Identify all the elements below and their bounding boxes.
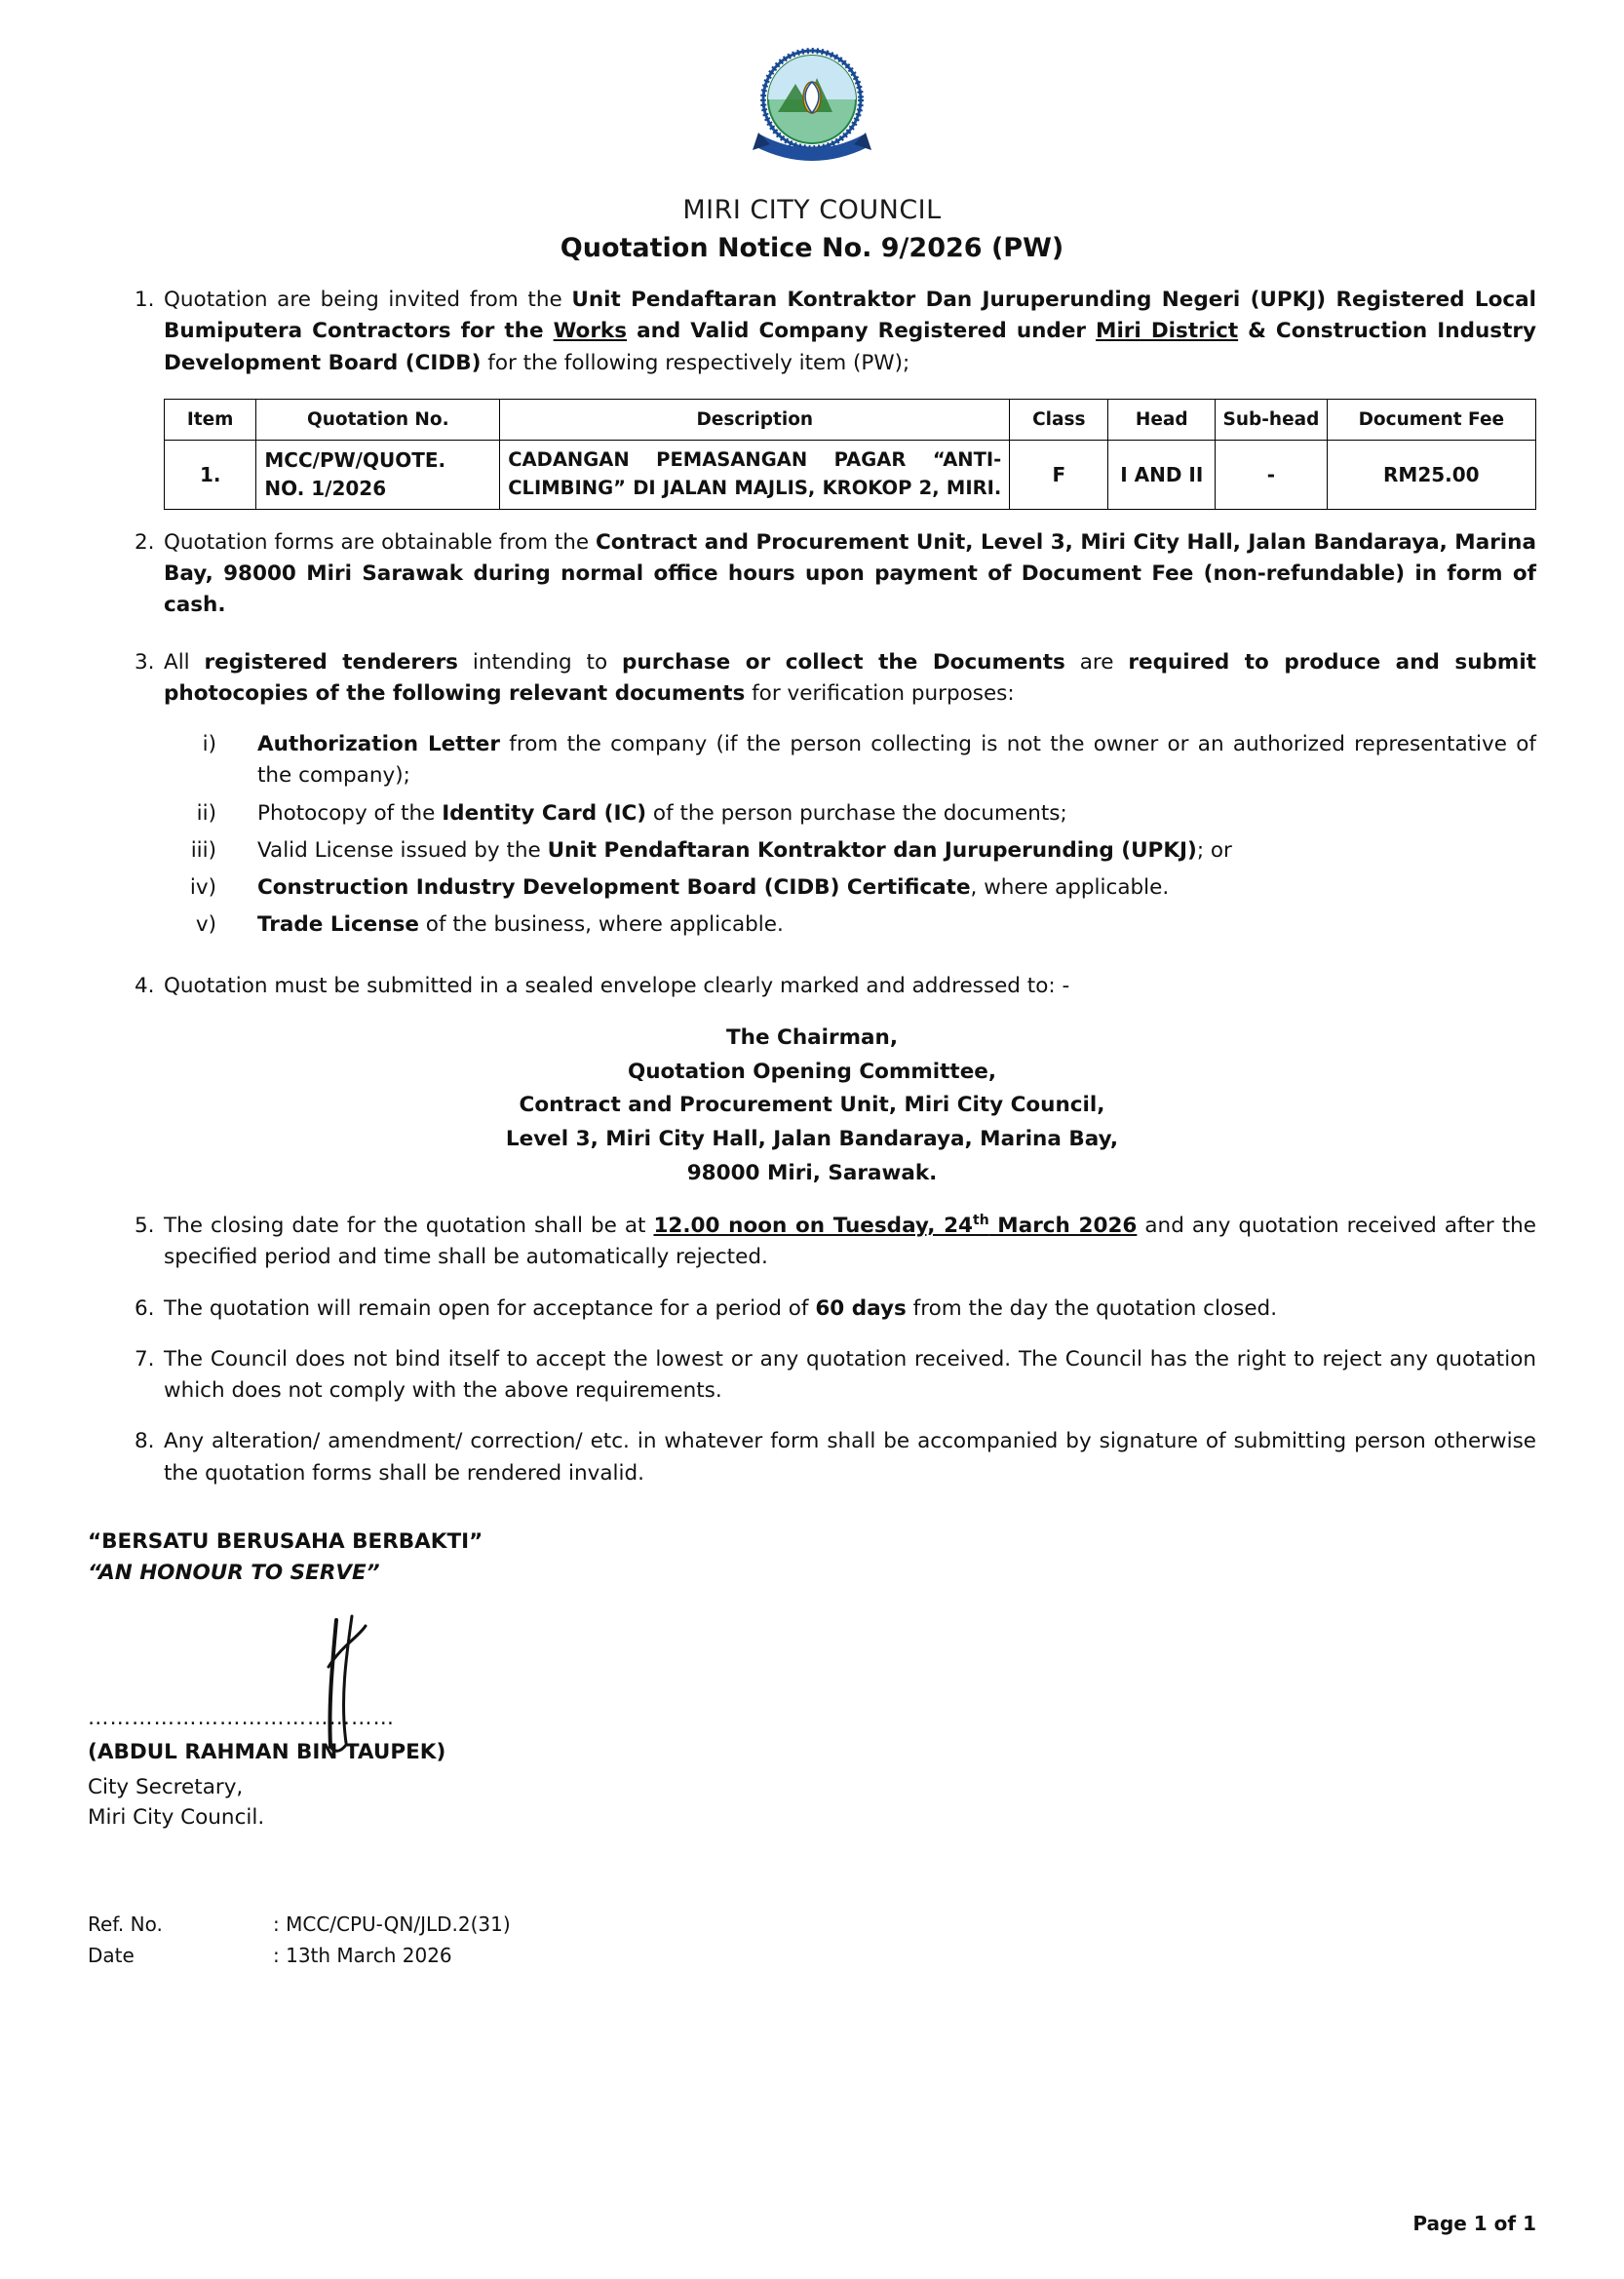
date-row <box>88 1940 1536 1971</box>
clause-3-number: 3. <box>135 649 155 675</box>
clause-2-text: Quotation forms are obtainable from the Contract and Procurement Unit, Level 3, Miri City Hall, Jalan Bandaraya, Marina Bay, 98000 Miri Sarawak during normal office hours upon payment of Document Fee (non-refundable) in form of cash. <box>164 529 1536 618</box>
clause-7-number: 7. <box>135 1346 155 1371</box>
address-line-4: Level 3, Miri City Hall, Jalan Bandaraya, Marina Bay, <box>505 1127 1119 1152</box>
clause-7-text: The Council does not bind itself to accept the lowest or any quotation received. The Council has the right to reject any quotation which does not comply with the above requirements. <box>164 1346 1536 1404</box>
clause-2-number: 2. <box>135 529 155 555</box>
list-item <box>164 798 1536 830</box>
clause-8 <box>88 1426 1536 1489</box>
clause-4 <box>88 971 1536 1002</box>
page-footer: Page 1 of 1 <box>1412 2212 1536 2235</box>
organization-name: MIRI CITY COUNCIL <box>682 195 942 225</box>
motto-line-1: “BERSATU BERUSAHA BERBAKTI” <box>88 1528 483 1554</box>
date-label: Date <box>88 1944 135 1968</box>
cell-class: F <box>1010 440 1108 509</box>
clause-5-number: 5. <box>135 1213 155 1238</box>
submission-address <box>88 1022 1536 1191</box>
sublist-i-text: Authorization Letter from the company (if the person collecting is not the owner or an authorized representative of the company); <box>257 732 1536 789</box>
sublist-ii-text: Photocopy of the Identity Card (IC) of the person purchase the documents; <box>257 800 1067 826</box>
table-row <box>165 440 1536 509</box>
clause-6-text: The quotation will remain open for acceptance for a period of 60 days from the day the quotation closed. <box>164 1295 1278 1321</box>
page-title: Quotation Notice No. 9/2026 (PW) <box>560 233 1064 263</box>
clause-8-number: 8. <box>135 1429 155 1454</box>
signer-name: (ABDUL RAHMAN BIN TAUPEK) <box>88 1740 446 1765</box>
list-item <box>164 729 1536 792</box>
reference-block <box>88 1909 1536 1971</box>
address-line-2: Quotation Opening Committee, <box>627 1059 997 1084</box>
sublist-v-number: v) <box>195 912 216 938</box>
address-line-5: 98000 Miri, Sarawak. <box>686 1161 938 1186</box>
logo-container <box>88 39 1536 185</box>
reference-label: Ref. No. <box>88 1912 163 1937</box>
list-item <box>164 835 1536 867</box>
sublist-i-number: i) <box>202 732 216 756</box>
clause-1 <box>88 285 1536 379</box>
reference-row <box>88 1909 1536 1940</box>
address-line-1: The Chairman, <box>726 1024 898 1050</box>
date-value: : 13th March 2026 <box>273 1944 452 1968</box>
list-item <box>164 872 1536 904</box>
clause-3 <box>88 647 1536 711</box>
th-description: Description <box>500 399 1010 440</box>
clause-2 <box>88 527 1536 622</box>
sublist-v-text: Trade License of the business, where applicable. <box>257 912 784 938</box>
sublist-iv-number: iv) <box>189 875 216 900</box>
signer-role <box>88 1772 264 1833</box>
th-head: Head <box>1108 399 1216 440</box>
clause-5-text: The closing date for the quotation shall be at 12.00 noon on Tuesday, 24th March 2026 and any quotation received after the specified period and time shall be automatically rejected. <box>164 1212 1536 1270</box>
clause-6-number: 6. <box>135 1295 155 1321</box>
clause-5 <box>88 1211 1536 1274</box>
sublist-iii-text: Valid License issued by the Unit Pendaftaran Kontraktor dan Juruperunding (UPKJ); or <box>257 837 1232 863</box>
th-document-fee: Document Fee <box>1327 399 1535 440</box>
sublist-ii-number: ii) <box>196 800 216 826</box>
cell-document-fee: RM25.00 <box>1327 440 1535 509</box>
quotation-table-wrapper <box>88 399 1536 510</box>
clause-8-text: Any alteration/ amendment/ correction/ etc. in whatever form shall be accompanied by signature of submitting person otherwise the quotation forms shall be rendered invalid. <box>164 1429 1536 1486</box>
th-class: Class <box>1010 399 1108 440</box>
th-item: Item <box>165 399 256 440</box>
address-line-3: Contract and Procurement Unit, Miri City Council, <box>519 1093 1105 1118</box>
clause-4-number: 4. <box>135 973 155 998</box>
cell-subhead: - <box>1216 440 1327 509</box>
clause-1-text: Quotation are being invited from the Unit Pendaftaran Kontraktor Dan Juruperunding Negeri (UPKJ) Registered Local Bumiputera Contractors for the Works and Valid Company Registered under Miri District & Construction Industry Development Board (CIDB) for the following respectively item (PW); <box>164 288 1536 375</box>
list-item <box>164 909 1536 941</box>
handwritten-signature-icon <box>307 1610 395 1757</box>
signature-block <box>88 1647 1536 1831</box>
clause-7 <box>88 1344 1536 1408</box>
clause-4-text: Quotation must be submitted in a sealed envelope clearly marked and addressed to: - <box>164 973 1070 998</box>
th-quotation-no: Quotation No. <box>256 399 500 440</box>
cell-quotation-no: MCC/PW/QUOTE. NO. 1/2026 <box>256 440 500 509</box>
th-subhead: Sub-head <box>1216 399 1327 440</box>
council-motto <box>88 1526 1536 1590</box>
signer-role-line-1: City Secretary, <box>88 1775 244 1800</box>
miri-city-council-crest-icon <box>739 39 885 185</box>
sublist-iii-number: iii) <box>190 837 216 863</box>
sublist-iv-text: Construction Industry Development Board (CIDB) Certificate, where applicable. <box>257 875 1170 900</box>
quotation-table <box>164 399 1536 510</box>
signature-line: …………………………………… <box>88 1706 395 1731</box>
clause-3-text: All registered tenderers intending to purchase or collect the Documents are required to produce and submit photocopies of the following relevant documents for verification purposes: <box>164 649 1536 706</box>
cell-item: 1. <box>165 440 256 509</box>
table-header-row <box>165 399 1536 440</box>
clause-6 <box>88 1294 1536 1325</box>
required-documents-list <box>88 729 1536 942</box>
cell-head: I AND II <box>1108 440 1216 509</box>
reference-value: : MCC/CPU-QN/JLD.2(31) <box>273 1912 511 1937</box>
cell-description: CADANGAN PEMASANGAN PAGAR “ANTI-CLIMBING” DI JALAN MAJLIS, KROKOP 2, MIRI. <box>500 440 1010 509</box>
clause-1-number: 1. <box>135 288 155 312</box>
signer-role-line-2: Miri City Council. <box>88 1805 265 1831</box>
motto-line-2: “AN HONOUR TO SERVE” <box>88 1561 380 1586</box>
